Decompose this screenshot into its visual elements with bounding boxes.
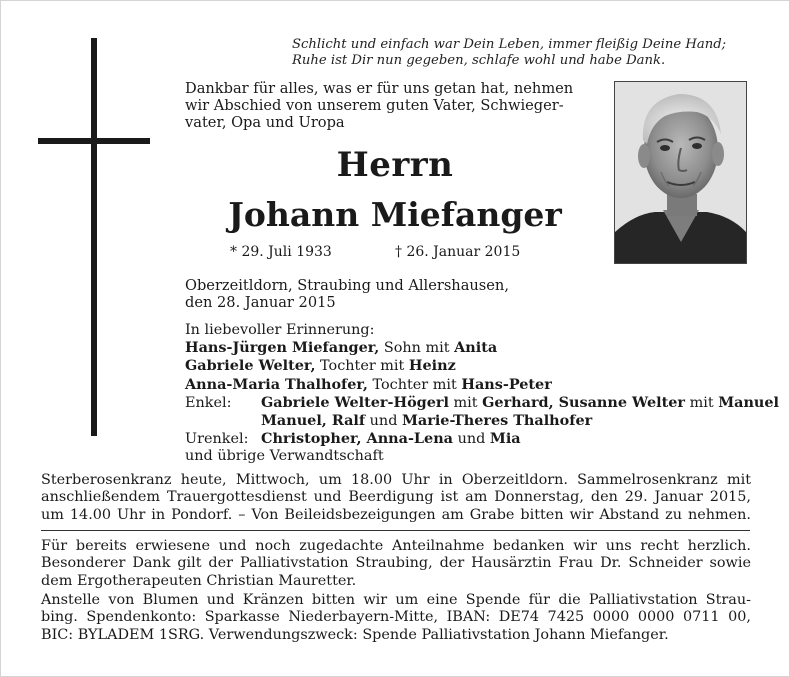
thanks-line: dem Ergotherapeuten Christian Mauretter.	[41, 572, 357, 589]
thanks-paragraph	[41, 538, 751, 590]
donation-paragraph	[41, 592, 751, 644]
intro-line: Dankbar für alles, was er für uns getan hat, nehmen	[185, 80, 574, 97]
mourner-relation: Tochter mit	[315, 358, 409, 375]
mourner-partner: Anita	[454, 339, 498, 357]
connector-text: mit	[685, 394, 719, 411]
intro-line: wir Abschied von unserem guten Vater, Schwieger-	[185, 97, 564, 114]
place-date	[185, 277, 605, 311]
salutation: Herrn	[336, 145, 454, 185]
place-line: Oberzeitldorn, Straubing und Allershausen,	[185, 277, 509, 294]
great-grandchild-name: Mia	[489, 430, 521, 448]
cross-icon-horizontal	[38, 138, 150, 144]
great-grandchildren-label: Urenkel:	[185, 431, 249, 448]
grandchild-name: Marie-Theres Thalhofer	[402, 412, 593, 430]
mourner-name: Gabriele Welter,	[185, 357, 316, 375]
mourner-name: Anna-Maria Thalhofer,	[185, 375, 368, 393]
mourners-list	[185, 322, 779, 466]
mourner-name: Hans-Jürgen Miefanger,	[185, 339, 380, 357]
grandchild-name: Manuel	[718, 393, 779, 411]
motto-verse	[292, 37, 762, 69]
donation-line: Anstelle von Blumen und Kränzen bitten wir um eine Spende für die Palliativstation Strau-	[41, 592, 751, 608]
mourner-row	[185, 339, 755, 357]
mourner-relation: Tochter mit	[367, 376, 462, 393]
life-dates	[230, 243, 560, 261]
motto-line: Schlicht und einfach war Dein Leben, immer fleißig Deine Hand;	[292, 37, 727, 52]
thanks-line: Für bereits erwiesene und noch zugedachte Anteilnahme bedanken wir uns recht herzlich.	[41, 538, 751, 554]
funeral-line: um 14.00 Uhr in Pondorf. – Von Beileidsbezeigungen am Grabe bitten wir Abstand zu nehmen.	[41, 506, 751, 523]
connector-text: und	[365, 413, 402, 430]
connector-text: und	[453, 431, 490, 448]
mourner-relation: Sohn mit	[379, 340, 455, 357]
mourner-partner: Heinz	[408, 357, 456, 375]
cross-icon-vertical	[91, 38, 97, 436]
mourners-heading: In liebevoller Erinnerung:	[185, 322, 375, 338]
divider	[41, 530, 750, 531]
portrait-photo	[614, 81, 747, 264]
birth-date: * 29. Juli 1933	[230, 244, 332, 260]
funeral-line: anschließendem Trauergottesdienst und Beerdigung ist am Donnerstag, den 29. Januar 2015,	[41, 489, 751, 506]
death-date: † 26. Januar 2015	[395, 244, 521, 260]
mourner-partner: Hans-Peter	[461, 375, 552, 393]
intro-line: vater, Opa und Uropa	[185, 114, 345, 131]
funeral-line: Sterberosenkranz heute, Mittwoch, um 18.00 Uhr in Oberzeitldorn. Sammelrosenkranz mit	[41, 472, 751, 488]
deceased-name: Johann Miefanger	[228, 195, 562, 234]
connector-text: mit	[448, 394, 483, 411]
thanks-line: Besonderer Dank gilt der Palliativstation Straubing, der Hausärztin Frau Dr. Schneider sowie	[41, 555, 751, 572]
relatives-closing: und übrige Verwandtschaft	[185, 448, 384, 465]
great-grandchild-name: Christopher, Anna-Lena	[261, 430, 453, 448]
funeral-details	[41, 472, 751, 524]
great-grandchildren-row	[185, 430, 755, 448]
grandchildren-label: Enkel:	[185, 394, 232, 411]
grandchild-name: Manuel, Ralf	[261, 412, 366, 430]
donation-line: bing. Spendenkonto: Sparkasse Niederbayern-Mitte, IBAN: DE74 7425 0000 0000 0711 00,	[41, 609, 751, 626]
grandchildren-row-continued	[185, 412, 755, 430]
date-line: den 28. Januar 2015	[185, 294, 336, 311]
mourner-row	[185, 376, 755, 394]
grandchild-name: Gerhard, Susanne Welter	[482, 393, 685, 411]
donation-line: BIC: BYLADEM 1SRG. Verwendungszweck: Spende Palliativstation Johann Miefanger.	[41, 626, 669, 643]
portrait-image	[615, 82, 746, 263]
grandchild-name: Gabriele Welter-Högerl	[261, 393, 449, 411]
motto-line: Ruhe ist Dir nun gegeben, schlafe wohl und habe Dank.	[292, 53, 666, 68]
mourner-row	[185, 357, 755, 375]
intro-text	[185, 80, 605, 131]
grandchildren-row	[185, 393, 779, 412]
